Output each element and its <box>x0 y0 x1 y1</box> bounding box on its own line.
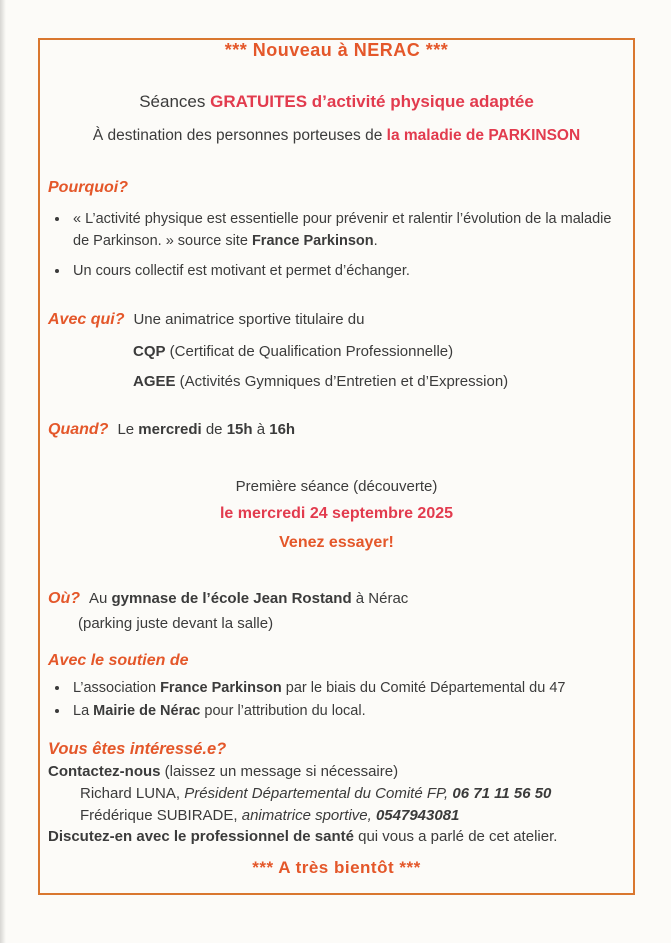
bullet-text: Un cours collectif est motivant et permet d’échanger. <box>73 263 410 279</box>
bullet-dot <box>55 269 59 273</box>
come-try-line: Venez essayer! <box>279 534 394 551</box>
contact-richard-line: Richard LUNA, Président Départemental du Comité FP, 06 71 11 56 50 <box>80 785 552 802</box>
section-heading-avec-qui: Avec qui? <box>48 311 125 328</box>
contact-us-line: Contactez-nous (laissez un message si nécessaire) <box>48 763 399 780</box>
section-avec-qui <box>48 311 364 329</box>
section-heading-quand: Quand? <box>48 421 109 438</box>
section-heading-soutien: Avec le soutien de <box>48 652 189 669</box>
location-line: Au gymnase de l’école Jean Rostand à Nérac <box>89 590 409 607</box>
session-date-line: le mercredi 24 septembre 2025 <box>219 505 454 522</box>
banner-footer: *** A très bientôt *** <box>252 858 421 877</box>
scan-edge <box>0 0 6 943</box>
bullet-item-collective <box>55 260 625 282</box>
subtitle-line: Séances GRATUITES d’activité physique adaptée <box>139 92 534 111</box>
section-quand <box>48 421 295 439</box>
bullet-text: « L’activité physique est essentielle pour prévenir et ralentir l’évolution de la maladie de Parkinson. » source site France Parkinson. <box>73 211 612 249</box>
first-session-line: Première séance (découverte) <box>235 478 438 495</box>
section-heading-interesse: Vous êtes intéressé.e? <box>48 740 227 758</box>
bullet-dot <box>55 709 59 713</box>
parking-line: (parking juste devant la salle) <box>78 615 274 632</box>
section-ou <box>48 590 408 608</box>
avec-qui-intro: Une animatrice sportive titulaire du <box>133 311 365 328</box>
bullet-item-mairie <box>55 700 625 722</box>
section-heading-ou: Où? <box>48 590 80 607</box>
agee-line: AGEE (Activités Gymniques d’Entretien et d’Expression) <box>133 373 509 390</box>
bullet-text: La Mairie de Nérac pour l’attribution du local. <box>73 703 366 719</box>
discuss-line: Discutez-en avec le professionnel de santé qui vous a parlé de cet atelier. <box>48 828 558 845</box>
bullet-text: L’association France Parkinson par le biais du Comité Départemental du 47 <box>73 680 566 696</box>
bullet-item-activity <box>55 208 625 252</box>
bullet-item-association <box>55 677 625 699</box>
cqp-line: CQP (Certificat de Qualification Professionnelle) <box>133 343 454 360</box>
audience-line: À destination des personnes porteuses de la maladie de PARKINSON <box>92 127 581 144</box>
section-heading-pourquoi: Pourquoi? <box>48 179 128 196</box>
banner-title: *** Nouveau à NERAC *** <box>224 40 449 60</box>
contact-frederique-line: Frédérique SUBIRADE, animatrice sportive, 0547943081 <box>80 807 460 824</box>
bullet-dot <box>55 217 59 221</box>
quand-schedule: Le mercredi de 15h à 16h <box>117 421 296 438</box>
bullet-dot <box>55 686 59 690</box>
